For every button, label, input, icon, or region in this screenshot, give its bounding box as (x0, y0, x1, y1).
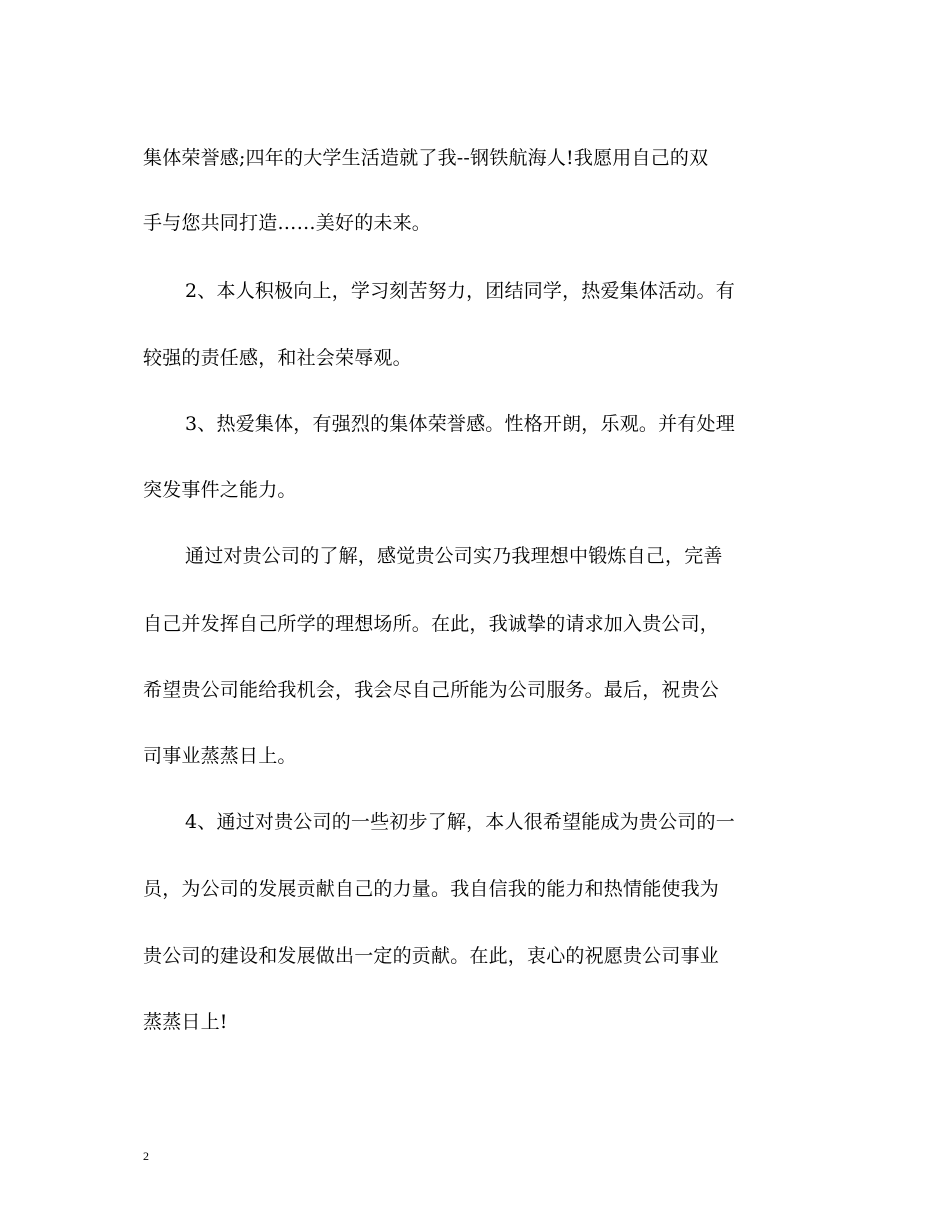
text-line: 希望贵公司能给我机会，我会尽自己所能为公司服务。最后，祝贵公 (143, 679, 720, 701)
text-line: 蒸蒸日上! (143, 1011, 228, 1033)
text-line: 4、通过对贵公司的一些初步了解，本人很希望能成为贵公司的一 (185, 811, 735, 833)
text-line: 通过对贵公司的了解，感觉贵公司实乃我理想中锻炼自己，完善 (185, 545, 723, 567)
text-line: 3、热爱集体，有强烈的集体荣誉感。性格开朗，乐观。并有处理 (185, 413, 735, 435)
page-number: 2 (143, 1149, 149, 1163)
text-line: 突发事件之能力。 (143, 479, 297, 501)
text-line: 贵公司的建设和发展做出一定的贡献。在此，衷心的祝愿贵公司事业 (143, 945, 720, 967)
text-line: 司事业蒸蒸日上。 (143, 745, 297, 767)
text-line: 2、本人积极向上，学习刻苦努力，团结同学，热爱集体活动。有 (185, 280, 735, 302)
text-line: 集体荣誉感;四年的大学生活造就了我--钢铁航海人!我愿用自己的双 (143, 147, 709, 169)
text-line: 手与您共同打造……美好的未来。 (143, 212, 432, 234)
text-line: 较强的责任感，和社会荣辱观。 (143, 347, 412, 369)
text-line: 自己并发挥自己所学的理想场所。在此，我诚挚的请求加入贵公司， (143, 613, 720, 635)
text-line: 员，为公司的发展贡献自己的力量。我自信我的能力和热情能使我为 (143, 878, 720, 900)
